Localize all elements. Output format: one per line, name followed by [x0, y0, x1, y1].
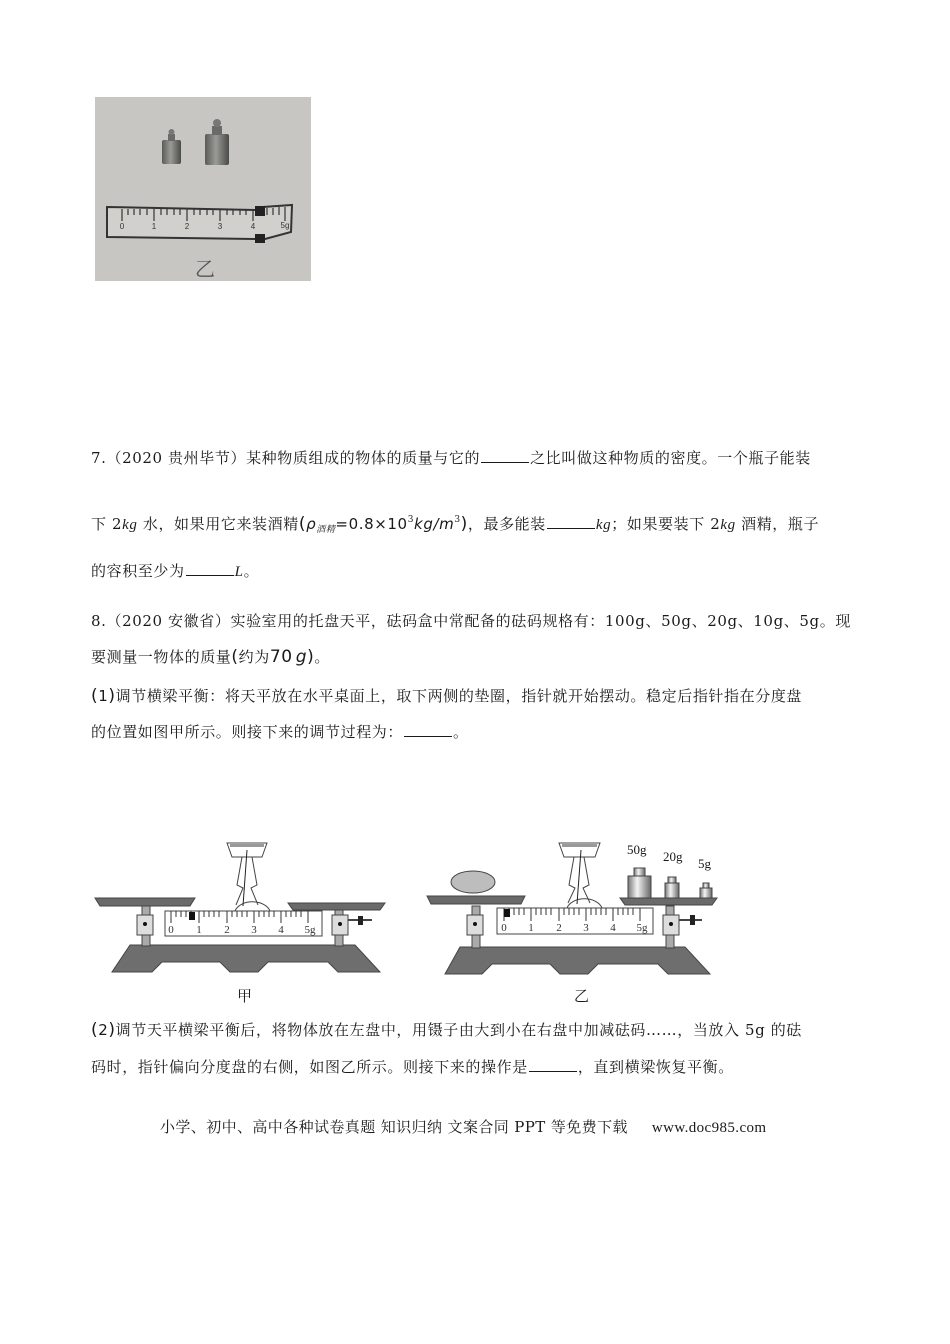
answer-blank-2[interactable]: [547, 514, 595, 529]
q7-text: 。: [243, 562, 260, 580]
svg-text:5g: 5g: [280, 221, 290, 230]
q8-part2-line-2: [91, 1057, 734, 1077]
unit-kg: kg: [595, 517, 612, 533]
footer-link[interactable]: www.doc985.com: [651, 1120, 767, 1136]
weight-label-5g: 5g: [698, 856, 711, 871]
q7-text: 的容积至少为: [91, 562, 185, 580]
svg-text:0: 0: [119, 222, 125, 231]
q7-text: 之比叫做这种物质的密度。一个瓶子能装: [530, 449, 811, 467]
q8-part2-line-1: [91, 1020, 802, 1040]
q8-part1-text: 。: [453, 723, 469, 741]
q7-line-2: [91, 510, 819, 540]
paren-close: ): [108, 686, 116, 706]
q8-text: 。: [314, 648, 330, 666]
svg-text:2: 2: [556, 922, 562, 934]
part-number: 2: [98, 1021, 109, 1039]
svg-text:1: 1: [528, 922, 534, 934]
svg-text:2: 2: [224, 924, 230, 936]
answer-blank-3[interactable]: [186, 561, 234, 576]
balance-figure-jia: [90, 830, 400, 1005]
paren-close: ): [307, 647, 315, 667]
q7-text: 酒精，瓶子: [735, 515, 820, 533]
svg-text:0: 0: [168, 924, 174, 936]
paren-open: (: [91, 686, 99, 706]
question-source: （2020 安徽省）: [106, 612, 231, 630]
weight-label-20g: 20g: [663, 849, 683, 864]
rho-symbol: ρ: [306, 515, 317, 533]
weights-scale-photo: [95, 97, 311, 281]
q7-text: 水，如果用它来装酒精: [137, 515, 299, 533]
paren-close: ): [108, 1020, 116, 1040]
balance-illustration-yi: [420, 830, 730, 980]
q8-text: 约为: [238, 648, 270, 666]
answer-blank-5[interactable]: [529, 1057, 577, 1072]
q7-line-1: [91, 448, 811, 468]
svg-text:4: 4: [610, 922, 616, 934]
unit-exponent: 3: [454, 515, 461, 525]
paren-open: (: [231, 647, 239, 667]
svg-text:2: 2: [184, 222, 190, 231]
q7-text: 某种物质组成的物体的质量与它的: [246, 449, 481, 467]
svg-text:4: 4: [278, 924, 284, 936]
q8-text: 实验室用的托盘天平，砝码盒中常配备的砝码规格有：100g、50g、20g、10g、5g。现: [230, 612, 851, 630]
svg-text:4: 4: [250, 222, 256, 231]
unit-kg: kg: [720, 517, 736, 533]
paren-open: (: [298, 514, 307, 534]
q8-part2-text: 调节天平横梁平衡后，将物体放在左盘中，用镊子由大到小在右盘中加减砝码……，当放入 5g 的砝: [115, 1021, 802, 1039]
density-value: =0.8×10: [335, 515, 408, 533]
unit-kg: kg: [122, 517, 138, 533]
question-number: 8.: [91, 612, 107, 630]
rho-subscript: 酒精: [316, 525, 336, 535]
question-source: （2020 贵州毕节）: [106, 449, 247, 467]
svg-text:1: 1: [151, 222, 157, 231]
q7-line-3: [91, 561, 259, 582]
page-footer: [160, 1116, 766, 1137]
answer-blank-4[interactable]: [404, 722, 452, 737]
q8-line-1: [91, 611, 851, 631]
figure-caption: 乙: [195, 257, 215, 281]
q8-part2-text: 码时，指针偏向分度盘的右侧，如图乙所示。则接下来的操作是: [91, 1058, 528, 1076]
answer-blank-1[interactable]: [481, 448, 529, 463]
density-unit: kg/m: [414, 515, 455, 533]
svg-text:3: 3: [251, 924, 257, 936]
svg-text:5g: 5g: [304, 924, 316, 936]
q8-line-2: [91, 647, 330, 667]
mass-unit: g: [295, 647, 308, 667]
q8-part1-line-1: [91, 686, 802, 706]
paren-close: ): [460, 514, 468, 534]
part-number: 1: [98, 687, 109, 705]
figure-caption-jia: 甲: [237, 987, 253, 1005]
q8-part1-text: 调节横梁平衡：将天平放在水平桌面上，取下两侧的垫圈，指针就开始摆动。稳定后指针指在分度盘: [115, 687, 803, 705]
svg-text:3: 3: [583, 922, 589, 934]
paren-open: (: [91, 1020, 99, 1040]
q7-text: ，最多能装: [467, 515, 546, 533]
svg-text:5g: 5g: [636, 922, 648, 934]
mass-value: 70: [269, 647, 293, 667]
svg-text:3: 3: [217, 222, 223, 231]
density-exponent: 3: [407, 515, 415, 525]
weight-label-50g: 50g: [627, 842, 647, 857]
question-number: 7.: [91, 449, 107, 467]
svg-text:1: 1: [196, 924, 202, 936]
q8-part1-line-2: [91, 722, 469, 742]
balance-figure-yi: [420, 830, 730, 1005]
svg-text:0: 0: [501, 922, 507, 934]
q7-text: 下 2: [91, 515, 123, 533]
q8-part2-text: ，直到横梁恢复平衡。: [577, 1058, 734, 1076]
q8-text: 要测量一物体的质量: [91, 648, 232, 666]
q7-text: ；如果要装下 2: [611, 515, 721, 533]
figure-caption-yi: 乙: [574, 987, 590, 1005]
unit-liter: L: [234, 564, 244, 580]
balance-illustration-jia: [90, 830, 400, 980]
q8-part1-text: 的位置如图甲所示。则接下来的调节过程为：: [91, 723, 404, 741]
footer-text: 小学、初中、高中各种试卷真题 知识归纳 文案合同 PPT 等免费下载: [160, 1118, 628, 1136]
